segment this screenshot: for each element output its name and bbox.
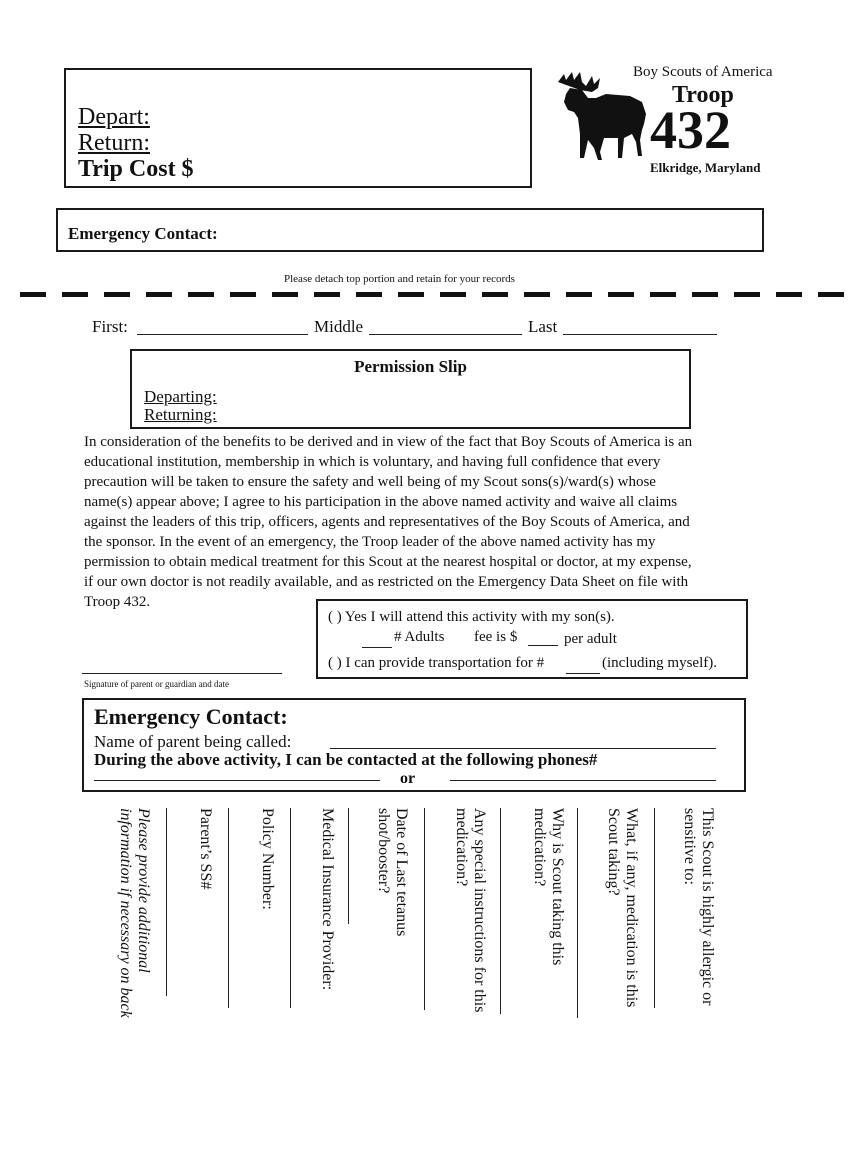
policy-number-label: Policy Number: <box>259 808 276 910</box>
policy-number-field[interactable] <box>228 808 229 1008</box>
returning-label: Returning: <box>144 405 217 424</box>
consent-line: educational institution, membership in which is voluntary, and having full confidence that every <box>84 454 661 470</box>
logo-troop-number: 432 <box>650 100 731 160</box>
fee-amount-field[interactable] <box>528 645 558 646</box>
including-label: (including myself). <box>602 655 717 671</box>
middle-name-label: Middle <box>314 317 364 336</box>
phones-label: During the above activity, I can be contacted at the following phones# <box>94 750 598 769</box>
permission-slip-box <box>130 349 691 429</box>
middle-name-field[interactable] <box>369 334 522 335</box>
phone-field-2[interactable] <box>450 780 716 781</box>
additional-info-note: Please provide additional information if necessary on back <box>117 808 152 1018</box>
logo-org: Boy Scouts of America <box>633 64 773 80</box>
or-label: or <box>400 770 416 787</box>
permission-slip-title: Permission Slip <box>354 357 467 376</box>
special-instructions-question: Any special instructions for this medication? <box>453 808 488 1013</box>
moose-silhouette-icon <box>552 68 650 164</box>
allergy-question: This Scout is highly allergic or sensitive to: <box>681 808 716 1006</box>
tetanus-question: Date of Last tetanus shot/booster? <box>375 808 410 937</box>
emergency-contact-top-label: Emergency Contact: <box>68 224 218 243</box>
transport-checkbox[interactable]: ( ) I can provide transportation for # <box>328 655 545 671</box>
why-medication-field[interactable] <box>500 808 501 1014</box>
first-name-field[interactable] <box>137 334 308 335</box>
consent-line: name(s) appear above; I agree to his participation in the above named activity and waive all claims <box>84 494 678 510</box>
consent-line: the sponsor. In the event of an emergency, the Troop leader of the above named activity has my <box>84 534 656 550</box>
signature-field[interactable] <box>82 673 282 674</box>
fee-label: fee is $ <box>474 629 518 645</box>
why-medication-question: Why is Scout taking this medication? <box>531 808 566 966</box>
return-label: Return: <box>78 130 150 156</box>
consent-line: against the leaders of this trip, officers, agents and representatives of the Boy Scouts of America, and <box>84 514 690 530</box>
consent-line: In consideration of the benefits to be derived and in view of the fact that Boy Scouts of America is an <box>84 434 693 450</box>
allergy-field[interactable] <box>654 808 655 1008</box>
emergency-contact-title: Emergency Contact: <box>94 704 288 729</box>
signature-label: Signature of parent or guardian and date <box>84 679 229 689</box>
depart-label: Depart: <box>78 104 150 130</box>
parent-called-field[interactable] <box>330 748 716 749</box>
attend-yes-checkbox[interactable]: ( ) Yes I will attend this activity with my son(s). <box>328 609 615 625</box>
consent-line: Troop 432. <box>84 594 151 610</box>
last-name-field[interactable] <box>563 334 717 335</box>
adults-label: # Adults <box>394 629 445 645</box>
parent-called-label: Name of parent being called: <box>94 732 292 751</box>
insurance-provider-label: Medical Insurance Provider: <box>319 808 336 991</box>
logo-troop-label: Troop <box>672 82 734 108</box>
logo-location: Elkridge, Maryland <box>650 160 761 175</box>
consent-line: permission to obtain medical treatment for this Scout at the nearest hospital or doctor, at my expense, <box>84 554 692 570</box>
consent-line: if our own doctor is not readily available, and as restricted on the Emergency Data Sheet on file with <box>84 574 689 590</box>
detach-note: Please detach top portion and retain for your records <box>284 273 515 285</box>
emergency-contact-box <box>82 698 746 792</box>
adults-count-field[interactable] <box>362 647 392 648</box>
trip-cost-label: Trip Cost $ <box>78 156 194 182</box>
transport-count-field[interactable] <box>566 673 600 674</box>
insurance-provider-field[interactable] <box>290 808 291 1008</box>
medication-question: What, if any, medication is this Scout taking? <box>605 808 640 1008</box>
medication-field[interactable] <box>577 808 578 1018</box>
consent-line: precaution will be taken to ensure the safety and well being of my Scout sons(s)/ward(s) whose <box>84 474 656 490</box>
parent-ss-field[interactable] <box>166 808 167 996</box>
per-adult-label: per adult <box>564 631 617 647</box>
attend-options-box <box>316 599 748 679</box>
departing-label: Departing: <box>144 387 217 406</box>
trip-info-box <box>64 68 532 188</box>
tetanus-field[interactable] <box>348 808 349 924</box>
parent-ss-label: Parent’s SS# <box>197 808 214 890</box>
special-instructions-field[interactable] <box>424 808 425 1010</box>
first-name-label: First: <box>92 317 128 336</box>
emergency-contact-top-box <box>56 208 764 252</box>
phone-field-1[interactable] <box>94 780 380 781</box>
last-name-label: Last <box>528 317 558 336</box>
